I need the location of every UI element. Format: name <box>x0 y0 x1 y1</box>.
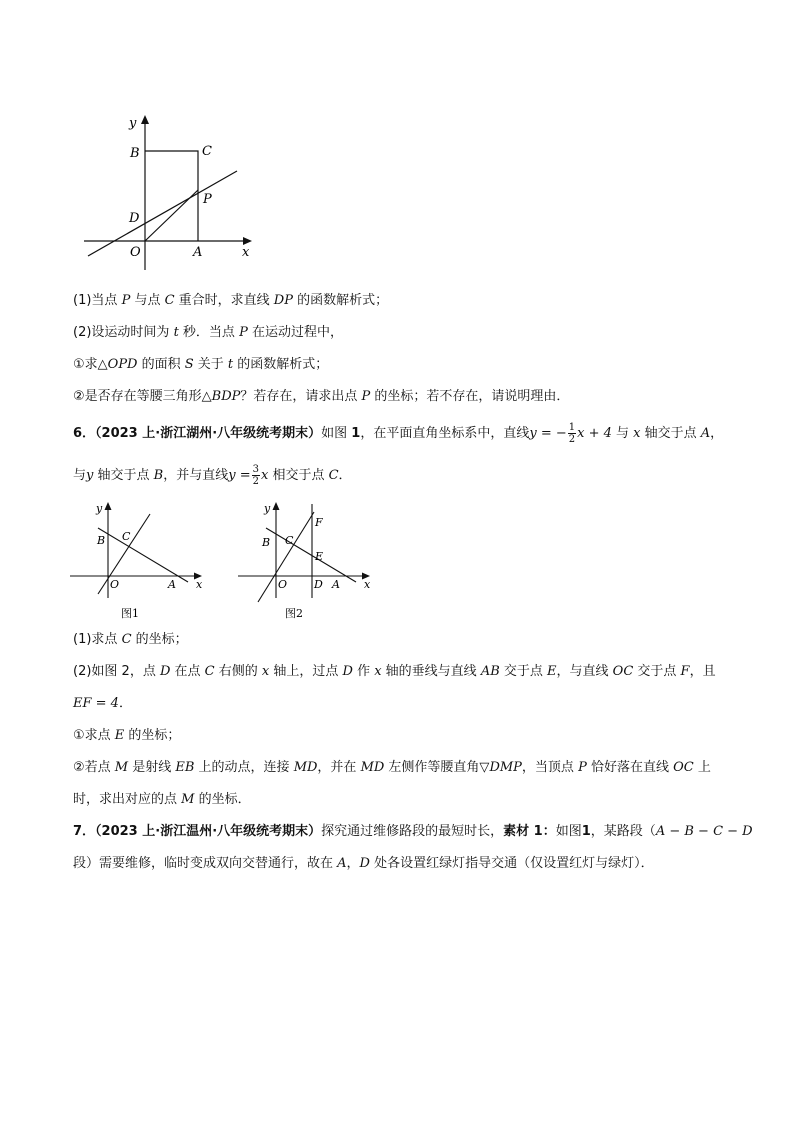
fig1-label-y: y <box>96 502 103 515</box>
rectangle-OBCA <box>145 151 198 241</box>
fig1-caption: 图1 <box>121 607 139 620</box>
q5-sub2: ②是否存在等腰三角形△BDP？若存在，请求出点 P 的坐标；若不存在，请说明理由． <box>73 389 570 404</box>
fig2-label-C: C <box>285 534 294 547</box>
fig1-label-A: A <box>168 578 176 591</box>
label-x: x <box>242 245 250 260</box>
fraction-three-halves: $\frac{3}{2}$ <box>252 464 259 487</box>
label-B: B <box>130 146 140 161</box>
figure-2 <box>236 498 381 623</box>
q6-sub2-line2: 时，求出对应的点 M 的坐标． <box>73 792 251 807</box>
label-C: C <box>202 144 212 159</box>
fig2-label-E: E <box>315 550 324 563</box>
q5-sub1: ①求△OPD 的面积 S 关于 t 的函数解析式； <box>73 357 329 372</box>
q6-part1: (1)求点 C 的坐标； <box>73 632 188 647</box>
fig2-label-F: F <box>315 516 323 529</box>
figure-1 <box>68 498 213 623</box>
label-A: A <box>193 245 203 260</box>
y-axis-arrow <box>141 115 149 124</box>
x-axis-arrow <box>243 237 252 245</box>
fig2-y-arrow <box>273 502 280 510</box>
fig2-label-D: D <box>314 578 323 591</box>
q7-line2: 段）需要维修，临时变成双向交替通行，故在 A，D 处各设置红绿灯指导交通（仅设置红灯与绿灯）． <box>73 856 654 871</box>
fig2-label-x: x <box>364 578 371 591</box>
fig1-y-arrow <box>105 502 112 510</box>
fig1-label-C: C <box>122 530 131 543</box>
fig2-label-y: y <box>264 502 271 515</box>
fig1-label-x: x <box>196 578 203 591</box>
q6-part2-line2: EF = 4． <box>73 696 132 711</box>
q6-stem-line2: 与y 轴交于点 B，并与直线y = $\frac{3}{2}$ x 相交于点 C． <box>73 464 352 487</box>
q6-stem-line1: 6．（2023 上·浙江湖州·八年级统考期末）如图 1，在平面直角坐标系中，直线y = − $\frac{1}{2}$ x + 4 与 x 轴交于点 A， <box>73 422 724 445</box>
fig2-line-AB <box>266 528 356 582</box>
q6-sub1: ①求点 E 的坐标； <box>73 728 181 743</box>
fig2-caption: 图2 <box>285 607 303 620</box>
q5-part1: (1)当点 P 与点 C 重合时，求直线 DP 的函数解析式； <box>73 293 389 308</box>
segment-OP <box>145 190 198 241</box>
top-figure <box>80 110 270 270</box>
q6-sub2-line1: ②若点 M 是射线 EB 上的动点，连接 MD，并在 MD 左侧作等腰直角▽DMP，当顶点 P 恰好落在直线 OC 上 <box>73 760 711 775</box>
fraction-one-half: $\frac{1}{2}$ <box>568 422 576 445</box>
fig2-label-O: O <box>278 578 288 591</box>
label-D: D <box>129 211 140 226</box>
q5-part2: (2)设运动时间为 t 秒．当点 P 在运动过程中， <box>73 325 343 340</box>
q6-part2-line1: (2)如图 2，点 D 在点 C 右侧的 x 轴上，过点 D 作 x 轴的垂线与直线 AB 交于点 E，与直线 OC 交于点 F，且 <box>73 664 716 679</box>
q7-line1: 7．（2023 上·浙江温州·八年级统考期末）探究通过维修路段的最短时长，素材 1：如图1，某路段（A − B − C − D <box>73 824 753 839</box>
fig2-label-A: A <box>332 578 340 591</box>
label-y: y <box>129 116 137 131</box>
line-DP <box>88 171 237 256</box>
fig1-label-B: B <box>97 534 106 547</box>
label-O: O <box>130 245 141 260</box>
fig1-label-O: O <box>110 578 120 591</box>
fig2-label-B: B <box>262 536 271 549</box>
label-P: P <box>203 192 212 207</box>
